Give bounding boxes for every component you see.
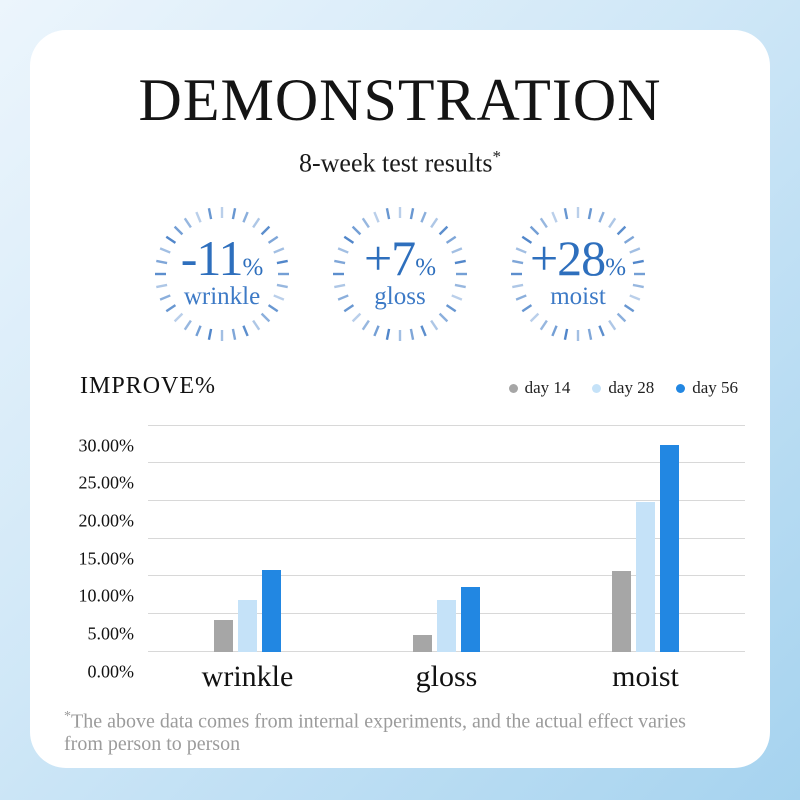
percent-sign: %: [242, 254, 264, 282]
subtitle-text: 8-week test results: [298, 148, 493, 178]
badge-gloss: [332, 203, 468, 345]
bar-gloss-day56: [461, 587, 480, 652]
footnote: [64, 709, 714, 757]
bar-group-moist: [612, 426, 679, 652]
badge-wrinkle: [154, 203, 290, 345]
footnote-text: The above data comes from internal experiments, and the actual effect varies from person to person: [64, 710, 686, 756]
subtitle-asterisk: *: [492, 147, 501, 166]
bar-moist-day56: [660, 445, 679, 652]
bar-wrinkle-day28: [238, 600, 257, 651]
badge-label: gloss: [374, 283, 426, 311]
legend-label: day 56: [692, 378, 738, 398]
y-tick-label: 10.00%: [78, 585, 134, 606]
y-tick-label: 5.00%: [87, 623, 134, 644]
bar-wrinkle-day56: [262, 570, 281, 652]
x-category-label: gloss: [415, 659, 478, 693]
page-title: DEMONSTRATION: [138, 67, 662, 133]
chart-legend: [509, 378, 738, 398]
y-tick-label: 20.00%: [78, 510, 134, 531]
legend-item: [509, 378, 571, 398]
percent-sign: %: [605, 254, 627, 282]
x-axis-labels: [148, 660, 745, 693]
bar-group-wrinkle: [214, 426, 281, 652]
badge-label: wrinkle: [183, 283, 261, 311]
badge-moist: [510, 203, 646, 345]
bar-gloss-day28: [437, 600, 456, 651]
badge-value: -11%: [180, 230, 264, 287]
legend-item: [676, 378, 738, 398]
legend-dot-icon: [592, 384, 601, 393]
y-tick-label: 0.00%: [87, 661, 134, 682]
legend-dot-icon: [676, 384, 685, 393]
badge-value: +28%: [529, 230, 627, 287]
bar-moist-day28: [636, 502, 655, 652]
bar-group-gloss: [413, 426, 480, 652]
badge-label: moist: [550, 283, 606, 311]
page-subtitle: [30, 148, 770, 177]
chart-header: [80, 373, 738, 400]
y-axis-title: IMPROVE%: [80, 372, 217, 399]
legend-item: [592, 378, 654, 398]
content-card: [30, 30, 770, 768]
legend-dot-icon: [509, 384, 518, 393]
bar-wrinkle-day14: [214, 620, 233, 652]
bar-gloss-day14: [413, 635, 432, 652]
legend-label: day 14: [524, 378, 571, 398]
footnote-asterisk: *: [64, 708, 71, 724]
y-tick-label: 30.00%: [78, 435, 134, 456]
x-category-label: moist: [612, 659, 679, 693]
y-tick-label: 15.00%: [78, 548, 134, 569]
badge-value: +7%: [363, 230, 437, 287]
legend-label: day 28: [608, 378, 655, 398]
x-category-label: wrinkle: [201, 659, 294, 693]
percent-sign: %: [415, 254, 437, 282]
result-badges: [30, 203, 770, 345]
y-tick-label: 25.00%: [78, 472, 134, 493]
bar-groups: [148, 426, 745, 652]
bar-moist-day14: [612, 571, 631, 652]
